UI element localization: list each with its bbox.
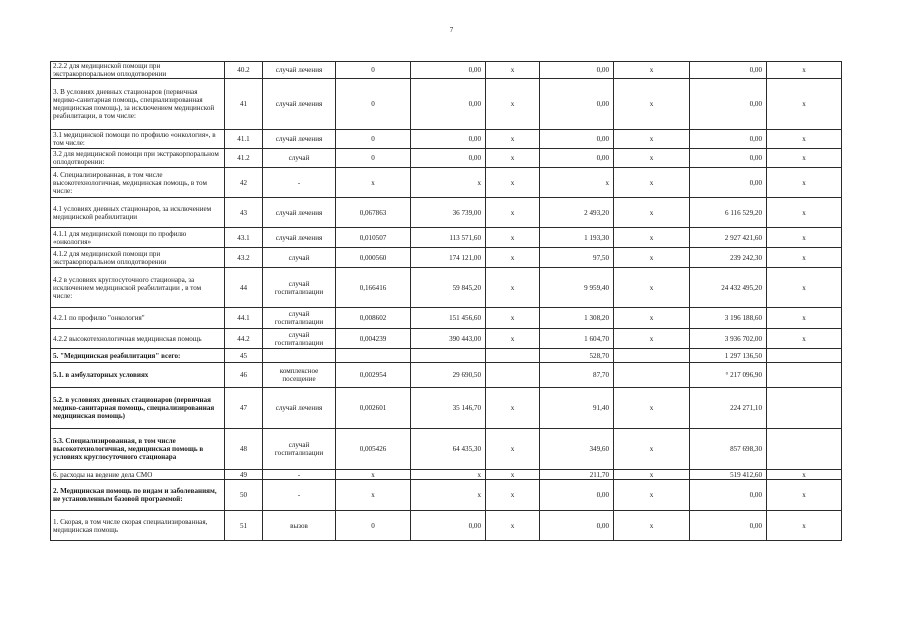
per-capita-amount: 0,00 bbox=[540, 79, 614, 130]
total-amount: 1 297 136,50 bbox=[690, 349, 767, 363]
col-x-3: х bbox=[767, 470, 842, 480]
total-amount: 0,00 bbox=[690, 511, 767, 541]
row-number: 51 bbox=[225, 511, 263, 541]
unit-of-measure: случай лечения bbox=[263, 198, 336, 228]
table-row bbox=[51, 363, 842, 388]
unit-of-measure: случай лечения bbox=[263, 228, 336, 248]
per-capita-amount: 0,00 bbox=[540, 511, 614, 541]
page-number: 7 bbox=[449, 26, 454, 34]
per-capita-amount: 2 493,20 bbox=[540, 198, 614, 228]
per-capita-amount: 1 193,30 bbox=[540, 228, 614, 248]
row-name: 6. расходы на ведение дела СМО bbox=[51, 470, 225, 480]
total-amount: 239 242,30 bbox=[690, 248, 767, 268]
col-x-3: х bbox=[767, 248, 842, 268]
col-x-3: х bbox=[767, 268, 842, 308]
col-x-1: х bbox=[486, 62, 540, 79]
norm-cost: 0,00 bbox=[411, 79, 486, 130]
col-x-2: х bbox=[614, 470, 690, 480]
col-x-1: х bbox=[486, 198, 540, 228]
col-x-3: х bbox=[767, 79, 842, 130]
col-x-3: х bbox=[767, 130, 842, 149]
table-row bbox=[51, 480, 842, 511]
per-capita-amount: 87,70 bbox=[540, 363, 614, 388]
table-body bbox=[51, 62, 842, 541]
norm-cost: 113 571,60 bbox=[411, 228, 486, 248]
row-name: 2.2.2 для медицинской помощи при экстракорпоральном оплодотворении bbox=[51, 62, 225, 79]
col-x-3: х bbox=[767, 168, 842, 198]
norm-volume: 0 bbox=[336, 62, 411, 79]
table-row bbox=[51, 388, 842, 429]
row-number: 40.2 bbox=[225, 62, 263, 79]
row-number: 41 bbox=[225, 79, 263, 130]
total-amount: 2 927 421,60 bbox=[690, 228, 767, 248]
norm-volume: 0,010507 bbox=[336, 228, 411, 248]
row-number: 50 bbox=[225, 480, 263, 511]
col-x-1: х bbox=[486, 228, 540, 248]
row-number: 42 bbox=[225, 168, 263, 198]
table-row bbox=[51, 329, 842, 349]
per-capita-amount: 0,00 bbox=[540, 62, 614, 79]
per-capita-amount: 0,00 bbox=[540, 130, 614, 149]
table-row bbox=[51, 511, 842, 541]
col-x-3: х bbox=[767, 228, 842, 248]
col-x-2: х bbox=[614, 228, 690, 248]
col-x-1: х bbox=[486, 388, 540, 429]
col-x-2: х bbox=[614, 130, 690, 149]
unit-of-measure: случай bbox=[263, 149, 336, 168]
norm-volume: 0,002954 bbox=[336, 363, 411, 388]
col-x-2: х bbox=[614, 268, 690, 308]
row-number: 43.1 bbox=[225, 228, 263, 248]
norm-cost: 35 146,70 bbox=[411, 388, 486, 429]
row-name: 4.1.2 для медицинской помощи при экстракорпоральном оплодотворении bbox=[51, 248, 225, 268]
row-name: 4.2.1 по профилю "онкология" bbox=[51, 308, 225, 329]
col-x-3: х bbox=[767, 149, 842, 168]
norm-volume bbox=[336, 349, 411, 363]
table-row bbox=[51, 198, 842, 228]
per-capita-amount: 0,00 bbox=[540, 480, 614, 511]
row-name: 3. В условиях дневных стационаров (первичная медико-санитарная помощь, специализированная медицинская помощь), за исключением медицинской реабилитации, в том числе: bbox=[51, 79, 225, 130]
per-capita-amount: 97,50 bbox=[540, 248, 614, 268]
norm-cost: 390 443,00 bbox=[411, 329, 486, 349]
row-number: 47 bbox=[225, 388, 263, 429]
norm-cost: х bbox=[411, 168, 486, 198]
col-x-1 bbox=[486, 349, 540, 363]
table-row bbox=[51, 130, 842, 149]
row-name: 2. Медицинская помощь по видам и заболеваниям, не установленным базовой программой: bbox=[51, 480, 225, 511]
col-x-3: х bbox=[767, 480, 842, 511]
col-x-1: х bbox=[486, 480, 540, 511]
norm-cost bbox=[411, 349, 486, 363]
norm-cost: 0,00 bbox=[411, 62, 486, 79]
norm-cost: 0,00 bbox=[411, 149, 486, 168]
col-x-3: х bbox=[767, 329, 842, 349]
per-capita-amount: 1 308,20 bbox=[540, 308, 614, 329]
table-row bbox=[51, 149, 842, 168]
col-x-3 bbox=[767, 363, 842, 388]
row-number: 49 bbox=[225, 470, 263, 480]
col-x-2: х bbox=[614, 62, 690, 79]
row-name: 3.2 для медицинской помощи при экстракорпоральном оплодотворении: bbox=[51, 149, 225, 168]
col-x-1: х bbox=[486, 470, 540, 480]
table-row bbox=[51, 62, 842, 79]
unit-of-measure: случай bbox=[263, 248, 336, 268]
norm-volume: 0,008602 bbox=[336, 308, 411, 329]
unit-of-measure: - bbox=[263, 470, 336, 480]
row-name: 4.1.1 для медицинской помощи по профилю «онкология» bbox=[51, 228, 225, 248]
col-x-1: х bbox=[486, 511, 540, 541]
norm-volume: 0,067863 bbox=[336, 198, 411, 228]
col-x-3 bbox=[767, 349, 842, 363]
col-x-2: х bbox=[614, 329, 690, 349]
per-capita-amount: 528,70 bbox=[540, 349, 614, 363]
total-amount: 3 936 702,00 bbox=[690, 329, 767, 349]
row-name: 5. "Медицинская реабилитация" всего: bbox=[51, 349, 225, 363]
total-amount: 3 196 188,60 bbox=[690, 308, 767, 329]
row-name: 3.1 медицинской помощи по профилю «онкология», в том числе: bbox=[51, 130, 225, 149]
unit-of-measure: случай лечения bbox=[263, 62, 336, 79]
row-number: 46 bbox=[225, 363, 263, 388]
col-x-3: х bbox=[767, 198, 842, 228]
norm-cost: х bbox=[411, 470, 486, 480]
total-amount: 0,00 bbox=[690, 130, 767, 149]
row-name: 5.1. в амбулаторных условиях bbox=[51, 363, 225, 388]
norm-cost: 36 739,00 bbox=[411, 198, 486, 228]
norm-cost: х bbox=[411, 480, 486, 511]
total-amount: 224 271,10 bbox=[690, 388, 767, 429]
total-amount: 857 698,30 bbox=[690, 429, 767, 470]
table-row bbox=[51, 470, 842, 480]
unit-of-measure: случай лечения bbox=[263, 79, 336, 130]
norm-volume: 0,005426 bbox=[336, 429, 411, 470]
norm-cost: 59 845,20 bbox=[411, 268, 486, 308]
col-x-1: х bbox=[486, 168, 540, 198]
row-name: 1. Скорая, в том числе скорая специализированная, медицинская помощь bbox=[51, 511, 225, 541]
norm-cost: 0,00 bbox=[411, 511, 486, 541]
table-row bbox=[51, 248, 842, 268]
row-number: 45 bbox=[225, 349, 263, 363]
col-x-2: х bbox=[614, 168, 690, 198]
norm-volume: х bbox=[336, 470, 411, 480]
unit-of-measure bbox=[263, 349, 336, 363]
norm-volume: 0 bbox=[336, 511, 411, 541]
unit-of-measure: - bbox=[263, 480, 336, 511]
col-x-2: х bbox=[614, 308, 690, 329]
col-x-1 bbox=[486, 363, 540, 388]
col-x-1: х bbox=[486, 329, 540, 349]
total-amount: 24 432 495,20 bbox=[690, 268, 767, 308]
col-x-1: х bbox=[486, 79, 540, 130]
norm-volume: 0 bbox=[336, 130, 411, 149]
row-number: 43.2 bbox=[225, 248, 263, 268]
col-x-3 bbox=[767, 429, 842, 470]
total-amount: 519 412,60 bbox=[690, 470, 767, 480]
norm-cost: 151 456,60 bbox=[411, 308, 486, 329]
norm-cost: 64 435,30 bbox=[411, 429, 486, 470]
col-x-2: х bbox=[614, 480, 690, 511]
row-number: 41.2 bbox=[225, 149, 263, 168]
norm-cost: 0,00 bbox=[411, 130, 486, 149]
norm-cost: 174 121,00 bbox=[411, 248, 486, 268]
total-amount: 6 116 529,20 bbox=[690, 198, 767, 228]
col-x-1: х bbox=[486, 130, 540, 149]
row-number: 48 bbox=[225, 429, 263, 470]
col-x-1: х bbox=[486, 149, 540, 168]
col-x-2: х bbox=[614, 511, 690, 541]
row-number: 44.2 bbox=[225, 329, 263, 349]
col-x-3: х bbox=[767, 511, 842, 541]
row-name: 4.2 в условиях круглосуточного стационара, за исключением медицинской реабилитации , в том числе: bbox=[51, 268, 225, 308]
row-name: 5.2. в условиях дневных стационаров (первичная медико-санитарная помощь, специализированная медицинская помощь) bbox=[51, 388, 225, 429]
col-x-1: х bbox=[486, 248, 540, 268]
row-number: 44.1 bbox=[225, 308, 263, 329]
col-x-3 bbox=[767, 388, 842, 429]
per-capita-amount: х bbox=[540, 168, 614, 198]
norm-volume: 0 bbox=[336, 79, 411, 130]
col-x-3: х bbox=[767, 308, 842, 329]
col-x-2 bbox=[614, 349, 690, 363]
row-number: 44 bbox=[225, 268, 263, 308]
total-amount: 0,00 bbox=[690, 62, 767, 79]
col-x-1: х bbox=[486, 268, 540, 308]
col-x-2: х bbox=[614, 388, 690, 429]
financing-table bbox=[50, 61, 842, 541]
col-x-1: х bbox=[486, 429, 540, 470]
unit-of-measure: - bbox=[263, 168, 336, 198]
per-capita-amount: 349,60 bbox=[540, 429, 614, 470]
col-x-2: х bbox=[614, 429, 690, 470]
norm-volume: х bbox=[336, 480, 411, 511]
unit-of-measure: случай лечения bbox=[263, 388, 336, 429]
total-amount: 0,00 bbox=[690, 79, 767, 130]
col-x-2: х bbox=[614, 79, 690, 130]
col-x-2: х bbox=[614, 248, 690, 268]
norm-volume: 0,000560 bbox=[336, 248, 411, 268]
per-capita-amount: 1 604,70 bbox=[540, 329, 614, 349]
row-name: 4.2.2 высокотехнологичная медицинская помощь bbox=[51, 329, 225, 349]
unit-of-measure: случай госпитализации bbox=[263, 308, 336, 329]
table-row bbox=[51, 308, 842, 329]
table-row bbox=[51, 268, 842, 308]
table-row bbox=[51, 79, 842, 130]
unit-of-measure: комплексное посещение bbox=[263, 363, 336, 388]
col-x-2: х bbox=[614, 149, 690, 168]
col-x-1: х bbox=[486, 308, 540, 329]
unit-of-measure: случай госпитализации bbox=[263, 329, 336, 349]
row-number: 41.1 bbox=[225, 130, 263, 149]
norm-volume: 0,004239 bbox=[336, 329, 411, 349]
unit-of-measure: вызов bbox=[263, 511, 336, 541]
row-name: 4. Специализированная, в том числе высокотехнологичная, медицинская помощь, в том числе: bbox=[51, 168, 225, 198]
norm-cost: 29 690,50 bbox=[411, 363, 486, 388]
col-x-3: х bbox=[767, 62, 842, 79]
per-capita-amount: 9 959,40 bbox=[540, 268, 614, 308]
norm-volume: 0,002601 bbox=[336, 388, 411, 429]
per-capita-amount: 211,70 bbox=[540, 470, 614, 480]
total-amount: 0,00 bbox=[690, 149, 767, 168]
norm-volume: 0 bbox=[336, 149, 411, 168]
total-amount: 0,00 bbox=[690, 480, 767, 511]
row-number: 43 bbox=[225, 198, 263, 228]
norm-volume: 0,166416 bbox=[336, 268, 411, 308]
unit-of-measure: случай госпитализации bbox=[263, 429, 336, 470]
table-row bbox=[51, 429, 842, 470]
per-capita-amount: 91,40 bbox=[540, 388, 614, 429]
col-x-2: х bbox=[614, 198, 690, 228]
total-amount: ° 217 096,90 bbox=[690, 363, 767, 388]
unit-of-measure: случай госпитализации bbox=[263, 268, 336, 308]
row-name: 5.3. Специализированная, в том числе высокотехнологичная, медицинская помощь в условиях круглосуточного стационара bbox=[51, 429, 225, 470]
table-row bbox=[51, 349, 842, 363]
col-x-2 bbox=[614, 363, 690, 388]
table-row bbox=[51, 168, 842, 198]
per-capita-amount: 0,00 bbox=[540, 149, 614, 168]
row-name: 4.1 условиях дневных стационаров, за исключением медицинской реабилитации bbox=[51, 198, 225, 228]
unit-of-measure: случай лечения bbox=[263, 130, 336, 149]
total-amount: 0,00 bbox=[690, 168, 767, 198]
table-row bbox=[51, 228, 842, 248]
norm-volume: х bbox=[336, 168, 411, 198]
